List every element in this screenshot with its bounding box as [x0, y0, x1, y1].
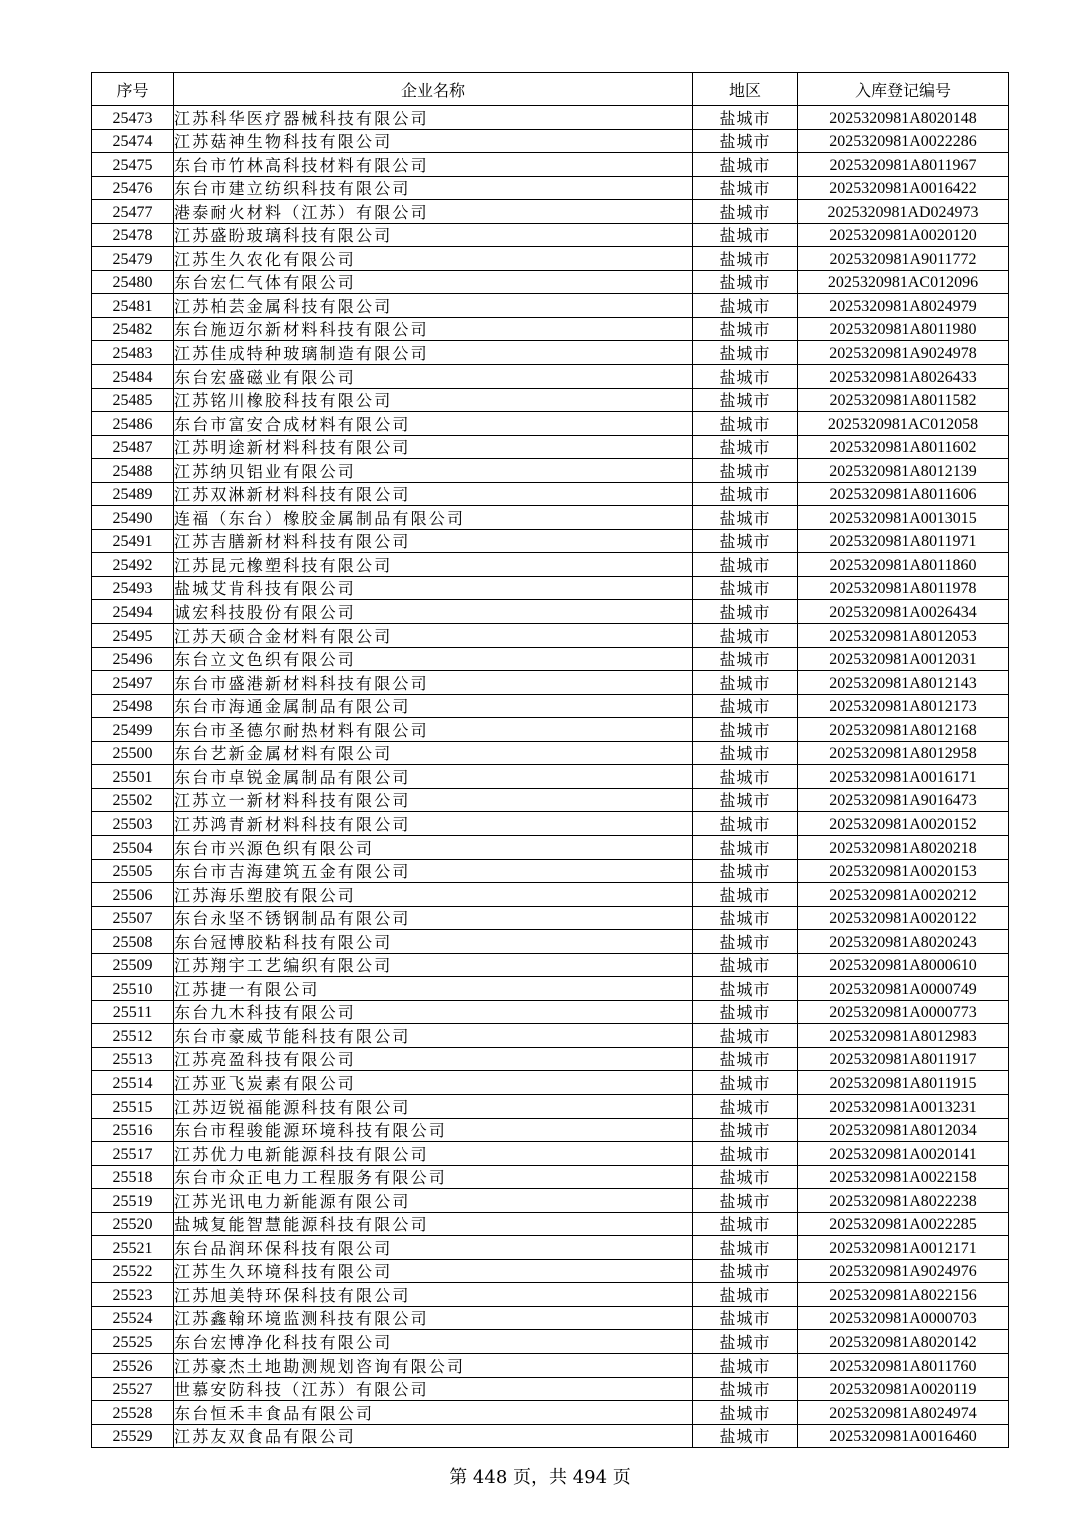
- registration-number-cell: 2025320981A0020152: [798, 812, 1009, 836]
- company-name-cell: 江苏菇神生物科技有限公司: [174, 129, 693, 153]
- company-name-cell: 江苏友双食品有限公司: [174, 1424, 693, 1448]
- serial-cell: 25516: [92, 1118, 174, 1142]
- company-name-cell: 盐城艾肯科技有限公司: [174, 576, 693, 600]
- company-name-cell: 江苏翔宇工艺编织有限公司: [174, 953, 693, 977]
- region-cell: 盐城市: [693, 1283, 798, 1307]
- registration-number-cell: 2025320981A0000703: [798, 1306, 1009, 1330]
- company-name-cell: 东台立文色织有限公司: [174, 647, 693, 671]
- table-row: [92, 647, 1009, 671]
- serial-cell: 25521: [92, 1236, 174, 1260]
- table-row: [92, 223, 1009, 247]
- registration-number-cell: 2025320981A8012173: [798, 694, 1009, 718]
- company-name-cell: 东台市竹林高科技材料有限公司: [174, 153, 693, 177]
- serial-cell: 25511: [92, 1000, 174, 1024]
- registration-number-cell: 2025320981A0012031: [798, 647, 1009, 671]
- serial-cell: 25513: [92, 1047, 174, 1071]
- serial-cell: 25528: [92, 1401, 174, 1425]
- company-name-cell: 江苏佳成特种玻璃制造有限公司: [174, 341, 693, 365]
- company-name-cell: 江苏铭川橡胶科技有限公司: [174, 388, 693, 412]
- company-name-cell: 东台市豪威节能科技有限公司: [174, 1024, 693, 1048]
- serial-cell: 25482: [92, 317, 174, 341]
- company-name-cell: 江苏纳贝铝业有限公司: [174, 459, 693, 483]
- registration-number-cell: 2025320981A8020148: [798, 106, 1009, 130]
- region-cell: 盐城市: [693, 1330, 798, 1354]
- registration-number-cell: 2025320981A8022238: [798, 1189, 1009, 1213]
- region-cell: 盐城市: [693, 859, 798, 883]
- page-number: 第 448 页，共 494 页: [449, 1467, 631, 1488]
- table-row: [92, 1306, 1009, 1330]
- table-row: [92, 977, 1009, 1001]
- serial-cell: 25499: [92, 718, 174, 742]
- company-name-cell: 江苏海乐塑胶有限公司: [174, 883, 693, 907]
- company-name-cell: 东台市兴源色织有限公司: [174, 835, 693, 859]
- header-company-name: 企业名称: [174, 73, 693, 106]
- registration-number-cell: 2025320981A0020153: [798, 859, 1009, 883]
- table-row: [92, 1142, 1009, 1166]
- table-header-row: [92, 73, 1009, 106]
- registration-number-cell: 2025320981A0020120: [798, 223, 1009, 247]
- table-row: [92, 1118, 1009, 1142]
- serial-cell: 25512: [92, 1024, 174, 1048]
- table-row: [92, 553, 1009, 577]
- region-cell: 盐城市: [693, 835, 798, 859]
- serial-cell: 25524: [92, 1306, 174, 1330]
- serial-cell: 25501: [92, 765, 174, 789]
- company-name-cell: 江苏旭美特环保科技有限公司: [174, 1283, 693, 1307]
- serial-cell: 25474: [92, 129, 174, 153]
- registration-number-cell: 2025320981A0000773: [798, 1000, 1009, 1024]
- region-cell: 盐城市: [693, 600, 798, 624]
- registration-number-cell: 2025320981A0013231: [798, 1094, 1009, 1118]
- serial-cell: 25483: [92, 341, 174, 365]
- registration-number-cell: 2025320981A8012143: [798, 671, 1009, 695]
- company-name-cell: 江苏优力电新能源科技有限公司: [174, 1142, 693, 1166]
- table-row: [92, 1353, 1009, 1377]
- registration-number-cell: 2025320981A0022286: [798, 129, 1009, 153]
- serial-cell: 25507: [92, 906, 174, 930]
- serial-cell: 25473: [92, 106, 174, 130]
- table-row: [92, 412, 1009, 436]
- company-name-cell: 东台市海通金属制品有限公司: [174, 694, 693, 718]
- table-row: [92, 247, 1009, 271]
- company-name-cell: 江苏鸿青新材料科技有限公司: [174, 812, 693, 836]
- table-row: [92, 529, 1009, 553]
- table-row: [92, 270, 1009, 294]
- registry-table: [91, 72, 1009, 1448]
- company-name-cell: 诚宏科技股份有限公司: [174, 600, 693, 624]
- serial-cell: 25494: [92, 600, 174, 624]
- serial-cell: 25480: [92, 270, 174, 294]
- company-name-cell: 东台市富安合成材料有限公司: [174, 412, 693, 436]
- region-cell: 盐城市: [693, 506, 798, 530]
- registration-number-cell: 2025320981A0012171: [798, 1236, 1009, 1260]
- table-row: [92, 883, 1009, 907]
- region-cell: 盐城市: [693, 1071, 798, 1095]
- table-row: [92, 1283, 1009, 1307]
- region-cell: 盐城市: [693, 365, 798, 389]
- region-cell: 盐城市: [693, 200, 798, 224]
- table-row: [92, 600, 1009, 624]
- company-name-cell: 东台宏仁气体有限公司: [174, 270, 693, 294]
- table-row: [92, 435, 1009, 459]
- company-name-cell: 东台市建立纺织科技有限公司: [174, 176, 693, 200]
- table-row: [92, 506, 1009, 530]
- company-name-cell: 江苏明途新材料科技有限公司: [174, 435, 693, 459]
- registration-number-cell: 2025320981A9024976: [798, 1259, 1009, 1283]
- table-row: [92, 1212, 1009, 1236]
- table-row: [92, 1071, 1009, 1095]
- serial-cell: 25479: [92, 247, 174, 271]
- serial-cell: 25508: [92, 930, 174, 954]
- table-row: [92, 1424, 1009, 1448]
- company-name-cell: 江苏柏芸金属科技有限公司: [174, 294, 693, 318]
- region-cell: 盐城市: [693, 529, 798, 553]
- company-name-cell: 东台九木科技有限公司: [174, 1000, 693, 1024]
- serial-cell: 25490: [92, 506, 174, 530]
- registration-number-cell: 2025320981A0016460: [798, 1424, 1009, 1448]
- company-name-cell: 东台永坚不锈钢制品有限公司: [174, 906, 693, 930]
- table-row: [92, 624, 1009, 648]
- company-name-cell: 江苏豪杰土地勘测规划咨询有限公司: [174, 1353, 693, 1377]
- company-name-cell: 江苏昆元橡塑科技有限公司: [174, 553, 693, 577]
- serial-cell: 25498: [92, 694, 174, 718]
- table-row: [92, 341, 1009, 365]
- company-name-cell: 江苏生久环境科技有限公司: [174, 1259, 693, 1283]
- company-name-cell: 东台恒禾丰食品有限公司: [174, 1401, 693, 1425]
- table-row: [92, 906, 1009, 930]
- region-cell: 盐城市: [693, 906, 798, 930]
- table-row: [92, 1000, 1009, 1024]
- region-cell: 盐城市: [693, 1236, 798, 1260]
- serial-cell: 25529: [92, 1424, 174, 1448]
- region-cell: 盐城市: [693, 1353, 798, 1377]
- company-name-cell: 江苏科华医疗器械科技有限公司: [174, 106, 693, 130]
- serial-cell: 25500: [92, 741, 174, 765]
- serial-cell: 25514: [92, 1071, 174, 1095]
- company-name-cell: 东台施迈尔新材料科技有限公司: [174, 317, 693, 341]
- table-body: [92, 106, 1009, 1448]
- registration-number-cell: 2025320981A8000610: [798, 953, 1009, 977]
- region-cell: 盐城市: [693, 1047, 798, 1071]
- registration-number-cell: 2025320981A0020122: [798, 906, 1009, 930]
- registration-number-cell: 2025320981A8020142: [798, 1330, 1009, 1354]
- serial-cell: 25496: [92, 647, 174, 671]
- registration-number-cell: 2025320981A8011978: [798, 576, 1009, 600]
- table-row: [92, 930, 1009, 954]
- serial-cell: 25493: [92, 576, 174, 600]
- table-row: [92, 1024, 1009, 1048]
- registration-number-cell: 2025320981A0022285: [798, 1212, 1009, 1236]
- registration-number-cell: 2025320981A0016171: [798, 765, 1009, 789]
- table-row: [92, 1189, 1009, 1213]
- registration-number-cell: 2025320981A9024978: [798, 341, 1009, 365]
- registration-number-cell: 2025320981A0020212: [798, 883, 1009, 907]
- company-name-cell: 江苏亮盈科技有限公司: [174, 1047, 693, 1071]
- table-row: [92, 1401, 1009, 1425]
- registration-number-cell: 2025320981A8024979: [798, 294, 1009, 318]
- region-cell: 盐城市: [693, 153, 798, 177]
- registration-number-cell: 2025320981A8011582: [798, 388, 1009, 412]
- company-name-cell: 东台宏盛磁业有限公司: [174, 365, 693, 389]
- table-row: [92, 835, 1009, 859]
- region-cell: 盐城市: [693, 741, 798, 765]
- serial-cell: 25520: [92, 1212, 174, 1236]
- region-cell: 盐城市: [693, 576, 798, 600]
- company-name-cell: 东台宏博净化科技有限公司: [174, 1330, 693, 1354]
- region-cell: 盐城市: [693, 694, 798, 718]
- table-row: [92, 671, 1009, 695]
- company-name-cell: 江苏盛盼玻璃科技有限公司: [174, 223, 693, 247]
- table-row: [92, 741, 1009, 765]
- serial-cell: 25486: [92, 412, 174, 436]
- registration-number-cell: 2025320981A8012958: [798, 741, 1009, 765]
- region-cell: 盐城市: [693, 317, 798, 341]
- serial-cell: 25526: [92, 1353, 174, 1377]
- region-cell: 盐城市: [693, 624, 798, 648]
- registration-number-cell: 2025320981AC012058: [798, 412, 1009, 436]
- region-cell: 盐城市: [693, 788, 798, 812]
- serial-cell: 25523: [92, 1283, 174, 1307]
- serial-cell: 25510: [92, 977, 174, 1001]
- registration-number-cell: 2025320981A8012139: [798, 459, 1009, 483]
- registration-number-cell: 2025320981A0013015: [798, 506, 1009, 530]
- company-name-cell: 东台市盛港新材料科技有限公司: [174, 671, 693, 695]
- company-name-cell: 江苏捷一有限公司: [174, 977, 693, 1001]
- serial-cell: 25489: [92, 482, 174, 506]
- serial-cell: 25478: [92, 223, 174, 247]
- company-name-cell: 东台艺新金属材料有限公司: [174, 741, 693, 765]
- registration-number-cell: 2025320981A0026434: [798, 600, 1009, 624]
- table-row: [92, 106, 1009, 130]
- region-cell: 盐城市: [693, 106, 798, 130]
- registration-number-cell: 2025320981A9011772: [798, 247, 1009, 271]
- registration-number-cell: 2025320981AD024973: [798, 200, 1009, 224]
- table-row: [92, 765, 1009, 789]
- region-cell: 盐城市: [693, 1189, 798, 1213]
- table-row: [92, 694, 1009, 718]
- company-name-cell: 东台市卓锐金属制品有限公司: [174, 765, 693, 789]
- registration-number-cell: 2025320981A8011915: [798, 1071, 1009, 1095]
- table-row: [92, 1330, 1009, 1354]
- registration-number-cell: 2025320981A8011860: [798, 553, 1009, 577]
- region-cell: 盐城市: [693, 1024, 798, 1048]
- header-registration-number: 入库登记编号: [798, 73, 1009, 106]
- company-name-cell: 江苏亚飞炭素有限公司: [174, 1071, 693, 1095]
- region-cell: 盐城市: [693, 1142, 798, 1166]
- serial-cell: 25518: [92, 1165, 174, 1189]
- serial-cell: 25492: [92, 553, 174, 577]
- serial-cell: 25527: [92, 1377, 174, 1401]
- region-cell: 盐城市: [693, 812, 798, 836]
- serial-cell: 25481: [92, 294, 174, 318]
- region-cell: 盐城市: [693, 765, 798, 789]
- table-row: [92, 129, 1009, 153]
- table-row: [92, 718, 1009, 742]
- company-name-cell: 东台市吉海建筑五金有限公司: [174, 859, 693, 883]
- serial-cell: 25484: [92, 365, 174, 389]
- serial-cell: 25509: [92, 953, 174, 977]
- region-cell: 盐城市: [693, 294, 798, 318]
- region-cell: 盐城市: [693, 1259, 798, 1283]
- region-cell: 盐城市: [693, 1401, 798, 1425]
- table-row: [92, 176, 1009, 200]
- table-row: [92, 859, 1009, 883]
- serial-cell: 25475: [92, 153, 174, 177]
- serial-cell: 25497: [92, 671, 174, 695]
- table-row: [92, 788, 1009, 812]
- registration-number-cell: 2025320981A0016422: [798, 176, 1009, 200]
- serial-cell: 25519: [92, 1189, 174, 1213]
- registration-number-cell: 2025320981A8022156: [798, 1283, 1009, 1307]
- table-row: [92, 953, 1009, 977]
- registration-number-cell: 2025320981A8011971: [798, 529, 1009, 553]
- region-cell: 盐城市: [693, 459, 798, 483]
- table-row: [92, 153, 1009, 177]
- registration-number-cell: 2025320981A0020119: [798, 1377, 1009, 1401]
- registration-number-cell: 2025320981A0000749: [798, 977, 1009, 1001]
- header-region: 地区: [693, 73, 798, 106]
- registration-number-cell: 2025320981A8012053: [798, 624, 1009, 648]
- company-name-cell: 江苏立一新材料科技有限公司: [174, 788, 693, 812]
- serial-cell: 25495: [92, 624, 174, 648]
- company-name-cell: 江苏迈锐福能源科技有限公司: [174, 1094, 693, 1118]
- region-cell: 盐城市: [693, 977, 798, 1001]
- region-cell: 盐城市: [693, 1377, 798, 1401]
- region-cell: 盐城市: [693, 1424, 798, 1448]
- table-row: [92, 294, 1009, 318]
- company-name-cell: 港泰耐火材料（江苏）有限公司: [174, 200, 693, 224]
- company-name-cell: 东台冠博胶粘科技有限公司: [174, 930, 693, 954]
- region-cell: 盐城市: [693, 412, 798, 436]
- region-cell: 盐城市: [693, 1212, 798, 1236]
- region-cell: 盐城市: [693, 270, 798, 294]
- company-name-cell: 江苏光讯电力新能源有限公司: [174, 1189, 693, 1213]
- serial-cell: 25522: [92, 1259, 174, 1283]
- registration-number-cell: 2025320981A9016473: [798, 788, 1009, 812]
- registration-number-cell: 2025320981A8011980: [798, 317, 1009, 341]
- registration-number-cell: 2025320981A8011760: [798, 1353, 1009, 1377]
- region-cell: 盐城市: [693, 953, 798, 977]
- region-cell: 盐城市: [693, 718, 798, 742]
- serial-cell: 25504: [92, 835, 174, 859]
- table-row: [92, 1165, 1009, 1189]
- company-name-cell: 江苏吉膳新材料科技有限公司: [174, 529, 693, 553]
- company-name-cell: 东台市众正电力工程服务有限公司: [174, 1165, 693, 1189]
- region-cell: 盐城市: [693, 482, 798, 506]
- table-row: [92, 1236, 1009, 1260]
- region-cell: 盐城市: [693, 388, 798, 412]
- serial-cell: 25476: [92, 176, 174, 200]
- table-row: [92, 1259, 1009, 1283]
- table-row: [92, 317, 1009, 341]
- company-name-cell: 江苏鑫翰环境监测科技有限公司: [174, 1306, 693, 1330]
- serial-cell: 25491: [92, 529, 174, 553]
- region-cell: 盐城市: [693, 223, 798, 247]
- table-row: [92, 1377, 1009, 1401]
- region-cell: 盐城市: [693, 129, 798, 153]
- region-cell: 盐城市: [693, 435, 798, 459]
- company-name-cell: 连福（东台）橡胶金属制品有限公司: [174, 506, 693, 530]
- serial-cell: 25485: [92, 388, 174, 412]
- region-cell: 盐城市: [693, 1118, 798, 1142]
- region-cell: 盐城市: [693, 1306, 798, 1330]
- registration-number-cell: 2025320981A0020141: [798, 1142, 1009, 1166]
- company-name-cell: 东台市圣德尔耐热材料有限公司: [174, 718, 693, 742]
- region-cell: 盐城市: [693, 1094, 798, 1118]
- region-cell: 盐城市: [693, 1165, 798, 1189]
- registration-number-cell: 2025320981A8012983: [798, 1024, 1009, 1048]
- table-row: [92, 200, 1009, 224]
- table-row: [92, 459, 1009, 483]
- company-name-cell: 江苏天硕合金材料有限公司: [174, 624, 693, 648]
- region-cell: 盐城市: [693, 341, 798, 365]
- serial-cell: 25515: [92, 1094, 174, 1118]
- serial-cell: 25502: [92, 788, 174, 812]
- company-name-cell: 东台品润环保科技有限公司: [174, 1236, 693, 1260]
- registration-number-cell: 2025320981A8011602: [798, 435, 1009, 459]
- region-cell: 盐城市: [693, 553, 798, 577]
- region-cell: 盐城市: [693, 247, 798, 271]
- serial-cell: 25505: [92, 859, 174, 883]
- table-row: [92, 388, 1009, 412]
- company-name-cell: 盐城复能智慧能源科技有限公司: [174, 1212, 693, 1236]
- region-cell: 盐城市: [693, 883, 798, 907]
- registration-number-cell: 2025320981A8026433: [798, 365, 1009, 389]
- table-row: [92, 576, 1009, 600]
- registration-number-cell: 2025320981A8011606: [798, 482, 1009, 506]
- serial-cell: 25525: [92, 1330, 174, 1354]
- registration-number-cell: 2025320981A0022158: [798, 1165, 1009, 1189]
- company-name-cell: 江苏生久农化有限公司: [174, 247, 693, 271]
- registration-number-cell: 2025320981A8012034: [798, 1118, 1009, 1142]
- table-row: [92, 482, 1009, 506]
- header-serial: 序号: [92, 73, 174, 106]
- table-row: [92, 365, 1009, 389]
- serial-cell: 25477: [92, 200, 174, 224]
- region-cell: 盐城市: [693, 1000, 798, 1024]
- table-row: [92, 812, 1009, 836]
- serial-cell: 25517: [92, 1142, 174, 1166]
- serial-cell: 25487: [92, 435, 174, 459]
- registration-number-cell: 2025320981A8020243: [798, 930, 1009, 954]
- registration-number-cell: 2025320981A8024974: [798, 1401, 1009, 1425]
- serial-cell: 25506: [92, 883, 174, 907]
- registration-number-cell: 2025320981AC012096: [798, 270, 1009, 294]
- company-name-cell: 东台市程骏能源环境科技有限公司: [174, 1118, 693, 1142]
- region-cell: 盐城市: [693, 930, 798, 954]
- table-row: [92, 1094, 1009, 1118]
- serial-cell: 25503: [92, 812, 174, 836]
- region-cell: 盐城市: [693, 647, 798, 671]
- registration-number-cell: 2025320981A8011917: [798, 1047, 1009, 1071]
- registration-number-cell: 2025320981A8020218: [798, 835, 1009, 859]
- company-name-cell: 江苏双淋新材料科技有限公司: [174, 482, 693, 506]
- region-cell: 盐城市: [693, 671, 798, 695]
- serial-cell: 25488: [92, 459, 174, 483]
- registration-number-cell: 2025320981A8011967: [798, 153, 1009, 177]
- company-name-cell: 世慕安防科技（江苏）有限公司: [174, 1377, 693, 1401]
- registration-number-cell: 2025320981A8012168: [798, 718, 1009, 742]
- table-row: [92, 1047, 1009, 1071]
- region-cell: 盐城市: [693, 176, 798, 200]
